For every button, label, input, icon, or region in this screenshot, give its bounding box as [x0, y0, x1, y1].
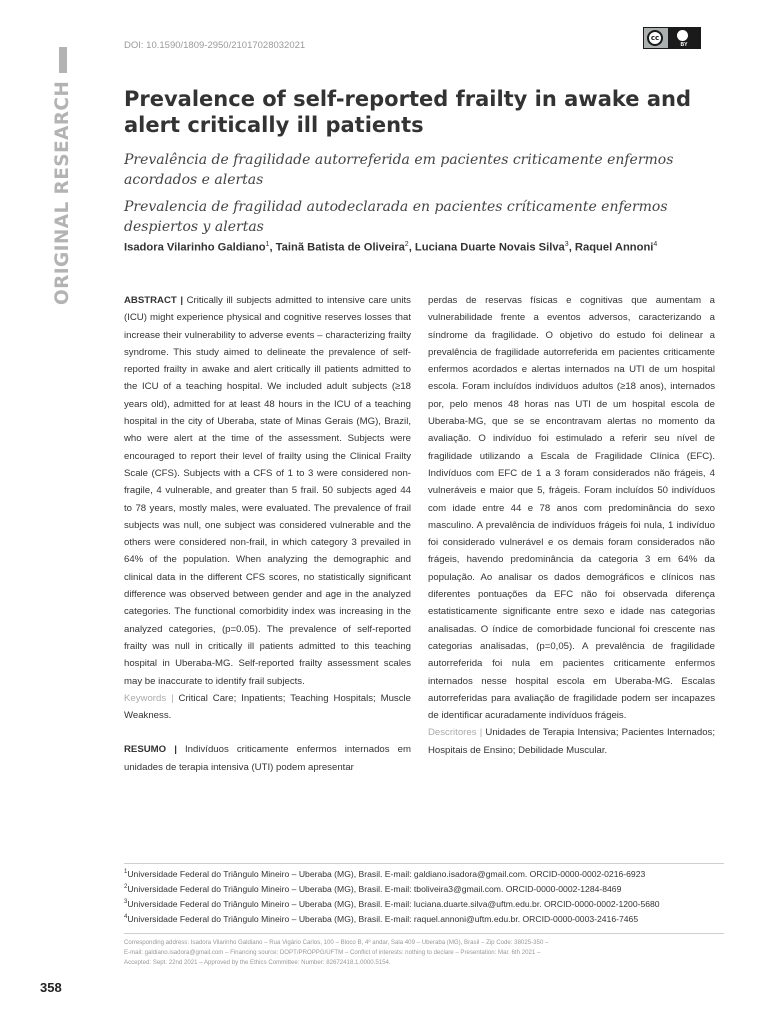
author-name: Tainã Batista de Oliveira	[275, 241, 405, 254]
descritores-text: Unidades de Terapia Intensiva; Pacientes Internados; Hospitais de Ensino; Debilidade Muscular.	[428, 727, 716, 756]
creative-commons-by-icon[interactable]	[643, 27, 701, 49]
section-label	[52, 5, 73, 305]
article-title-spanish: Prevalencia de fragilidad autodeclarada en pacientes críticamente enfermos despiertos y alertas	[124, 199, 668, 235]
affiliation-item	[124, 911, 724, 926]
abstract-label: ABSTRACT |	[124, 295, 184, 306]
descritores-label: Descritores |	[428, 727, 483, 739]
keywords-text: Critical Care; Inpatients; Teaching Hospitals; Muscle Weakness.	[124, 692, 411, 722]
affiliation-mark: 1	[124, 869, 128, 875]
affiliation-mark: 2	[124, 883, 128, 890]
doi-line[interactable]: DOI: 10.1590/1809-2950/21017028032021	[124, 40, 306, 51]
by-label: BY	[680, 42, 688, 48]
affiliation-item	[124, 881, 724, 896]
author-affiliation-mark: 1	[265, 241, 270, 248]
by-strip	[668, 28, 700, 48]
resumo-text-start: Indivíduos criticamente enfermos internados em unidades de terapia intensiva (UTI) podem apresentar	[124, 744, 411, 773]
right-column	[428, 292, 715, 759]
abstract-text: Critically ill subjects admitted to intensive care units (ICU) might experience physical and cognitive reserves losses that increase their vulnerability to adverse events – characterizing frailty syndrome. This study aimed to delineate the prevalence of self-reported frailty in awake and alert critically ill patients admitted to the ICU of a teaching hospital. We included adult subjects (≥18 years old), admitted for at least 48 hours in the ICU of a teaching hospital in the city of Uberaba, state of Minas Gerais (MG), Brazil, who were alert at the time of the assessment. Subjects were encouraged to report their level of frailty using the Clinical Frailty Scale (CFS). Subjects with a CFS of 1 to 3 were considered non-fragile, 4 vulnerable, and greater than 5 frail. 50 subjects aged 44 to 78 years, mostly males, were evaluated. The prevalence of frail subjects was null, one subject was considered vulnerable and the others were considered non-frail, in which category 3 prevailed in 64% of the population. When analyzing the demographic and clinical data in the different CFS scores, no statistically significant difference was observed between gender and age in the analyzed categories. The functional comorbidity index was increasing in the analyzed categories, (p=0.05). The prevalence of self-reported frailty was null in critically ill patients admitted to this teaching hospital in Uberaba-MG. Self-reported frailty assessment scales may be inaccurate to identify frail subjects.	[124, 295, 411, 687]
author-name: Isadora Vilarinho Galdiano	[124, 241, 266, 254]
affiliation-text: Universidade Federal do Triângulo Mineiro – Uberaba (MG), Brasil. E-mail: raquel.annoni@uftm.edu.br. ORCID-0000-0003-2416-7465	[127, 913, 639, 924]
section-label-bar	[59, 47, 67, 73]
author-name: Luciana Duarte Novais Silva	[414, 241, 565, 254]
spacer	[124, 724, 411, 741]
affiliation-text: Universidade Federal do Triângulo Mineiro – Uberaba (MG), Brasil. E-mail: galdiano.isadora@gmail.com. ORCID-0000-0002-0216-6923	[127, 868, 646, 879]
article-title: Prevalence of self-reported frailty in awake and alert critically ill patients	[124, 87, 691, 137]
keywords-label: Keywords |	[124, 692, 174, 704]
resumo-paragraph-continued: perdas de reservas físicas e cognitivas que aumentam a vulnerabilidade frente a eventos adversos, caracterizando a síndrome da fragilidade. O objetivo do estudo foi delinear a prevalência de fragilidade autorreferida em pacientes criticamente enfermos acordados e alertas internados na UTI de um hospital escola. Foram incluídos indivíduos adultos (≥18 anos), internados por, pelo menos 48 horas nas UTI de um hospital escola de Uberaba-MG, que se se encontravam alertas no momento da avaliação. O indivíduo foi estimulado a referir seu nível de fragilidade utilizando a Escala de Fragilidade Clínica (EFC). Indivíduos com EFC de 1 a 3 foram considerados não frágeis, 4 vulneráveis e maior que 5, frágeis. Foram incluídos 50 indivíduos com idade entre 44 e 78 anos com predominância do sexo masculino. A prevalência de indivíduos frágeis foi nula, 1 indivíduo foi considerado vulnerável e os demais foram considerados não frágeis, havendo predominância da categoria 3 em 64% da população. Ao analisar os dados demográficos e clínicos nas diferentes pontuações da EFC não foi observada diferença estatisticamente significante entre sexo e idade nas categorias analisadas. O índice de comorbidade funcional foi crescente nas categorias analisadas, (p=0,05). A prevalência de fragilidade autorreferida foi nula em pacientes criticamente enfermos internados nesse hospital escola em Uberaba-MG. Escalas autorreferidas para avaliação de fragilidade podem ser incapazes de identificar acuradamente indivíduos frágeis.	[428, 295, 715, 722]
resumo-keywords	[428, 724, 715, 759]
affiliation-text: Universidade Federal do Triângulo Mineiro – Uberaba (MG), Brasil. E-mail: tboliveira3@gmail.com. ORCID-0000-0002-1284-8469	[127, 883, 622, 894]
abstract-keywords	[124, 690, 411, 725]
affiliation-item	[124, 866, 724, 881]
left-column	[124, 292, 411, 776]
abstract-paragraph	[124, 292, 411, 690]
author-name: Raquel Annoni	[574, 241, 654, 254]
cc-mark: cc	[647, 30, 663, 46]
affiliations	[124, 863, 724, 925]
affiliation-mark: 4	[124, 913, 128, 920]
correspondence-line: Corresponding address: Isadora Vilarinho Galdiano – Rua Vigário Carlos, 100 – Bloco B, 4º andar, Sala 409 – Uberaba (MG), Brasil – Zip Code: 38025-350 –	[124, 939, 549, 946]
article-title-portuguese: Prevalência de fragilidade autorreferida em pacientes criticamente enfermos acordados e alertas	[124, 152, 674, 188]
author-affiliation-mark: 2	[404, 241, 409, 248]
author-affiliation-mark: 3	[564, 241, 569, 248]
page-number: 358	[40, 980, 62, 995]
person-icon	[677, 30, 688, 41]
affiliation-text: Universidade Federal do Triângulo Mineiro – Uberaba (MG), Brasil. E-mail: luciana.duarte.silva@uftm.edu.br. ORCID-0000-0002-1200-5680	[127, 898, 660, 909]
section-label-text: ORIGINAL RESEARCH	[52, 80, 73, 305]
correspondence-line: E-mail: galdiano.isadora@gmail.com – Financing source: DOPT/PROPPG/UFTM – Conflict of interests: nothing to declare – Presentation: Mar. 6th 2021 –	[124, 949, 541, 956]
correspondence-note	[124, 933, 724, 968]
resumo-label: RESUMO |	[124, 744, 177, 756]
correspondence-line: Accepted: Sept. 22nd 2021 – Approved by the Ethics Committee: Number: 82672418.1.0000.5154.	[124, 959, 391, 966]
affiliation-item	[124, 896, 724, 911]
author-affiliation-mark: 4	[653, 241, 658, 248]
affiliation-mark: 3	[124, 898, 128, 905]
resumo-paragraph-start	[124, 741, 411, 776]
author-list: Isadora Vilarinho Galdiano$^1$, Tainã Batista de Oliveira$^2$, Luciana Duarte Novais Silva$^3$, Raquel Annoni$^4$	[124, 241, 658, 254]
